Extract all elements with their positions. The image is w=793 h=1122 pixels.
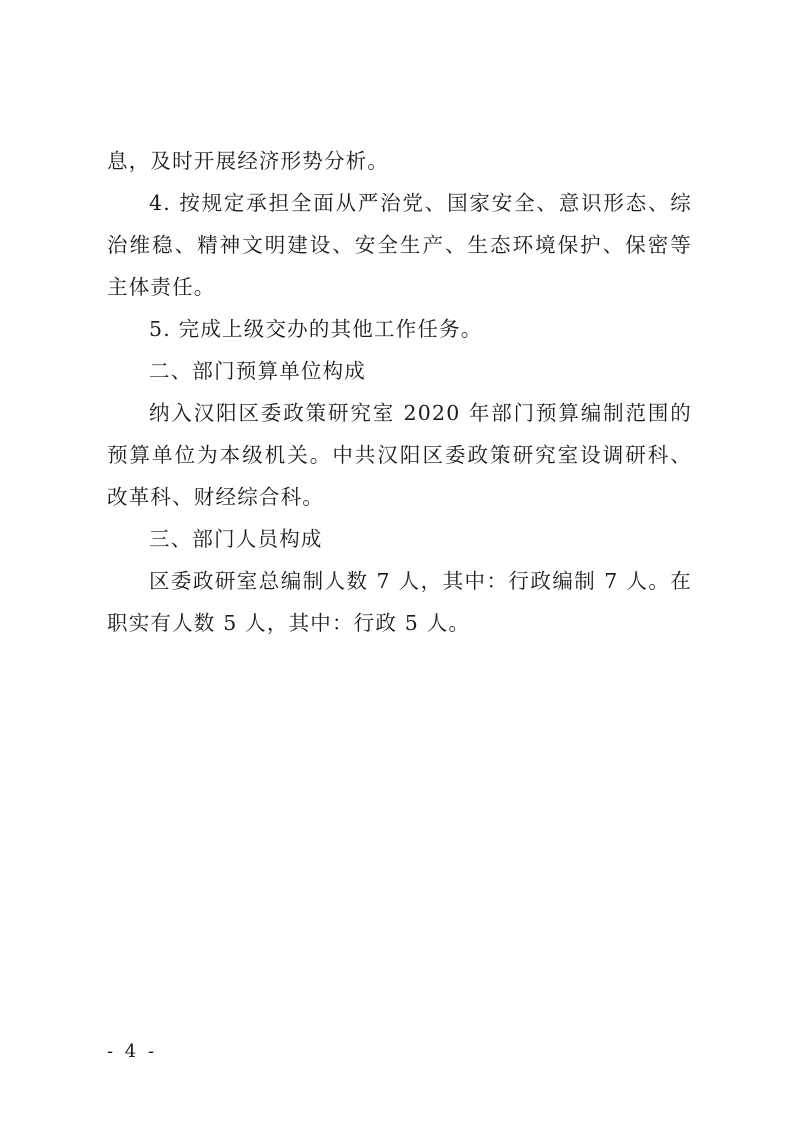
section-heading-budget-units: 二、部门预算单位构成	[149, 359, 366, 383]
paragraph-item-5: 5. 完成上级交办的其他工作任务。	[149, 317, 483, 341]
paragraph-item-4: 4. 按规定承担全面从严治党、国家安全、意识形态、综治维稳、精神文明建设、安全生产、生态环境保护、保密等主体责任。	[107, 191, 692, 299]
paragraph-staff: 区委政研室总编制人数 7 人，其中：行政编制 7 人。在职实有人数 5 人，其中：行政 5 人。	[107, 569, 692, 635]
page-number: - 4 -	[107, 1041, 158, 1062]
section-heading-staff: 三、部门人员构成	[149, 527, 323, 551]
paragraph-continuation: 息，及时开展经济形势分析。	[107, 149, 390, 173]
document-body	[107, 140, 692, 644]
paragraph-budget-units: 纳入汉阳区委政策研究室 2020 年部门预算编制范围的预算单位为本级机关。中共汉阳区委政策研究室设调研科、改革科、财经综合科。	[107, 401, 692, 509]
